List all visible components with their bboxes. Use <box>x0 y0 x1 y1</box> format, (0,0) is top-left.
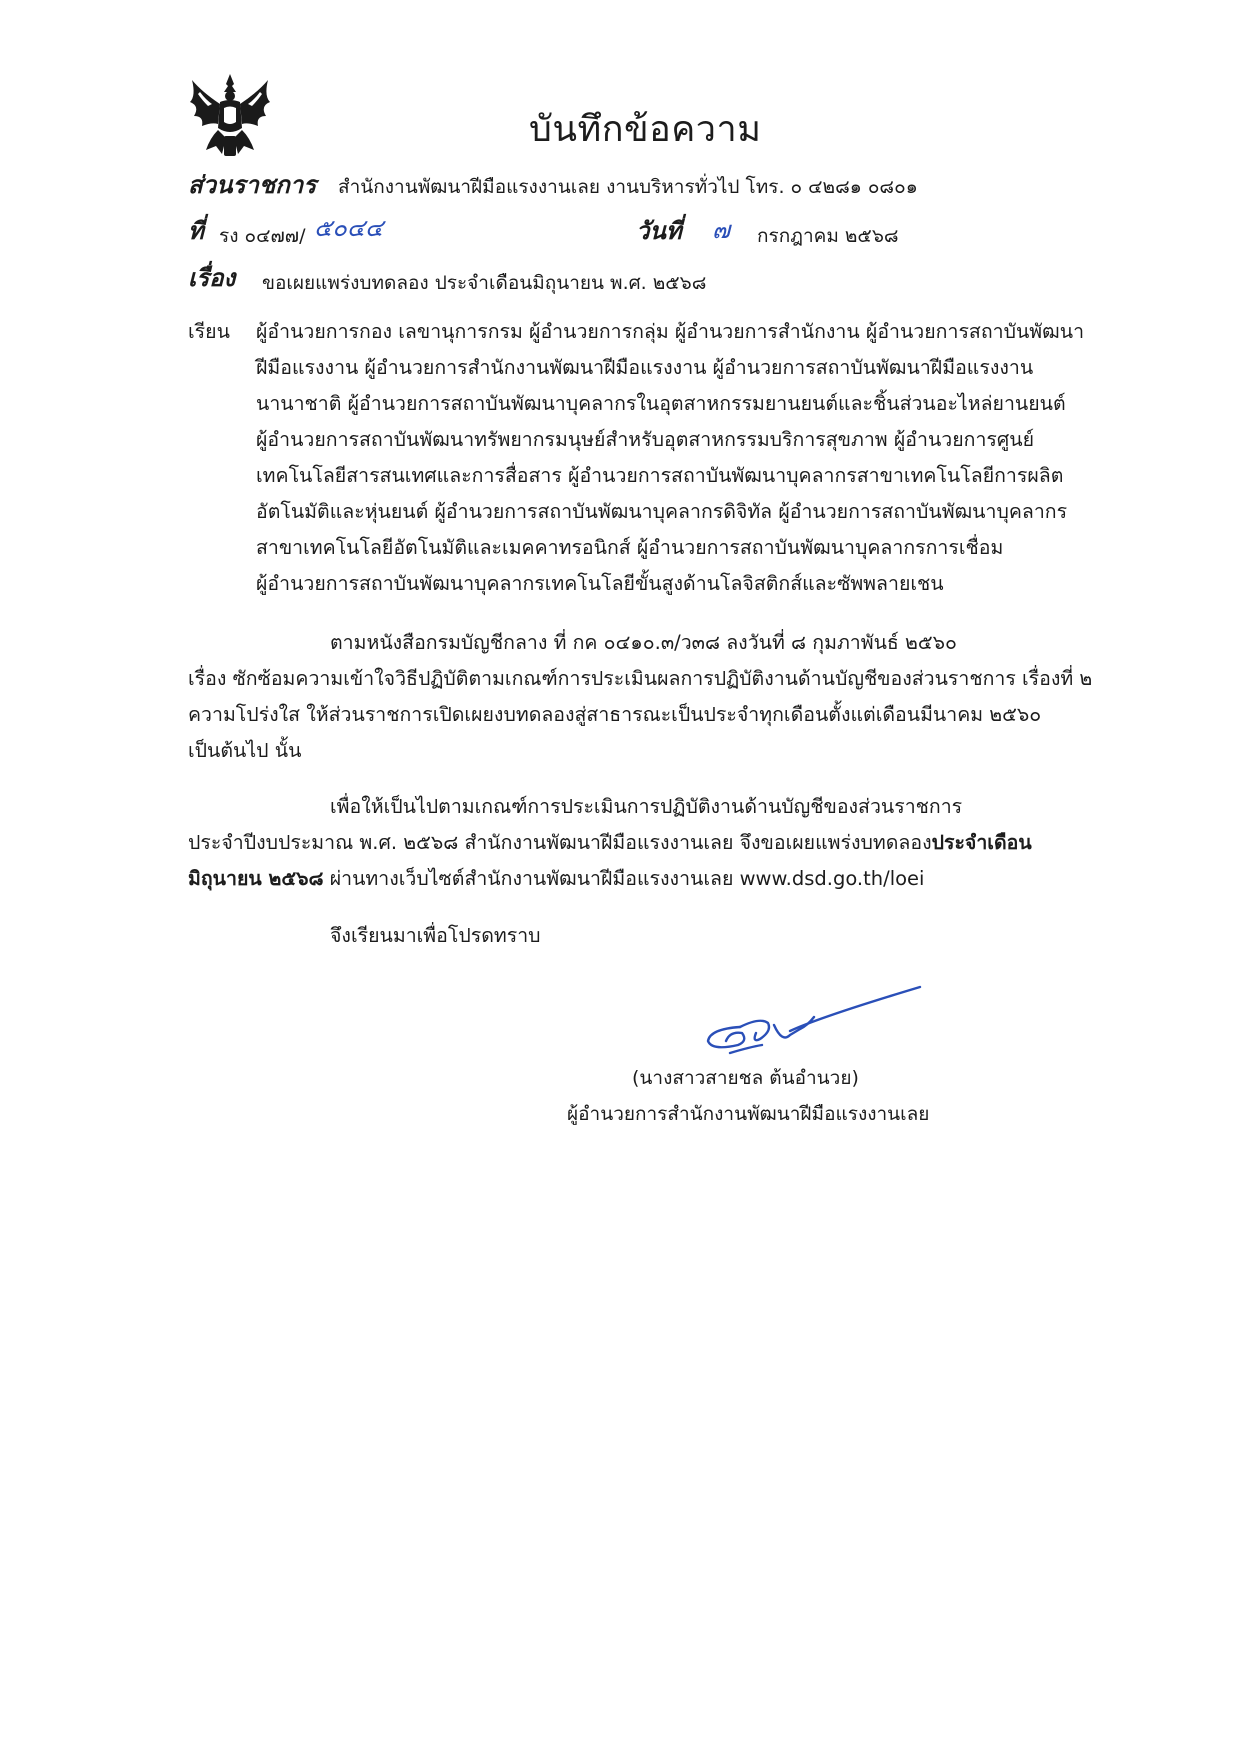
closing-text: จึงเรียนมาเพื่อโปรดทราบ <box>330 924 541 947</box>
paragraph1-line: ตามหนังสือกรมบัญชีกลาง ที่ กค ๐๔๑๐.๓/ว๓๘ ลงวันที่ ๘ กุมภาพันธ์ ๒๕๖๐ <box>330 631 957 654</box>
date-day-handwritten: ๗ <box>712 216 731 244</box>
paragraph1-line: เป็นต้นไป นั้น <box>188 739 302 762</box>
signatory-position: ผู้อำนวยการสำนักงานพัฒนาฝีมือแรงงานเลย <box>567 1103 930 1125</box>
paragraph1-line: เรื่อง ซักซ้อมความเข้าใจวิธีปฏิบัติตามเกณฑ์การประเมินผลการปฏิบัติงานด้านบัญชีของส่วนราชการ เรื่องที่ ๒ <box>188 667 1093 690</box>
ref-label: ที่ <box>188 217 204 245</box>
agency-text: สำนักงานพัฒนาฝีมือแรงงานเลย งานบริหารทั่วไป โทร. ๐ ๔๒๘๑ ๐๘๐๑ <box>338 176 918 198</box>
recipient-line: ผู้อำนวยการสถาบันพัฒนาทรัพยากรมนุษย์สำหรับอุตสาหกรรมบริการสุขภาพ ผู้อำนวยการศูนย์ <box>256 428 1035 451</box>
paragraph2-bold-text: มิถุนายน ๒๕๖๘ <box>188 867 324 890</box>
recipient-line: เทคโนโลยีสารสนเทศและการสื่อสาร ผู้อำนวยการสถาบันพัฒนาบุคลากรสาขาเทคโนโลยีการผลิต <box>256 464 1064 487</box>
recipient-line: ผู้อำนวยการสถาบันพัฒนาบุคลากรเทคโนโลยีขั้นสูงด้านโลจิสติกส์และซัพพลายเชน <box>256 572 944 595</box>
paragraph2-line <box>188 869 924 889</box>
recipient-line: ฝีมือแรงงาน ผู้อำนวยการสำนักงานพัฒนาฝีมือแรงงาน ผู้อำนวยการสถาบันพัฒนาฝีมือแรงงาน <box>256 356 1034 379</box>
recipient-label: เรียน <box>188 320 230 343</box>
subject-label: เรื่อง <box>188 264 236 292</box>
ref-number-handwritten: ๕๐๔๔ <box>314 214 384 242</box>
paragraph2-line: เพื่อให้เป็นไปตามเกณฑ์การประเมินการปฏิบัติงานด้านบัญชีของส่วนราชการ <box>330 795 963 818</box>
signature-icon <box>690 985 930 1065</box>
paragraph2-text: ประจำปีงบประมาณ พ.ศ. ๒๕๖๘ สำนักงานพัฒนาฝีมือแรงงานเลย จึงขอเผยแพร่งบทดลอง <box>188 831 932 854</box>
recipient-line: สาขาเทคโนโลยีอัตโนมัติและเมคคาทรอนิกส์ ผู้อำนวยการสถาบันพัฒนาบุคลากรการเชื่อม <box>256 536 1004 559</box>
recipient-line: ผู้อำนวยการกอง เลขานุการกรม ผู้อำนวยการกลุ่ม ผู้อำนวยการสำนักงาน ผู้อำนวยการสถาบันพัฒนา <box>256 320 1085 343</box>
date-label: วันที่ <box>636 217 682 245</box>
ref-text: รง ๐๔๗๗/ <box>219 225 306 247</box>
garuda-emblem-icon <box>188 72 272 158</box>
recipient-line: นานาชาติ ผู้อำนวยการสถาบันพัฒนาบุคลากรในอุตสาหกรรมยานยนต์และชิ้นส่วนอะไหล่ยานยนต์ <box>256 392 1066 415</box>
paragraph2-text: ผ่านทางเว็บไซต์สำนักงานพัฒนาฝีมือแรงงานเลย www.dsd.go.th/loei <box>323 867 925 890</box>
document-title: บันทึกข้อความ <box>529 109 762 150</box>
agency-label: ส่วนราชการ <box>188 171 317 199</box>
subject-text: ขอเผยแพร่งบทดลอง ประจำเดือนมิถุนายน พ.ศ. ๒๕๖๘ <box>262 272 707 294</box>
paragraph2-bold-text: ประจำเดือน <box>931 831 1032 854</box>
paragraph1-line: ความโปร่งใส ให้ส่วนราชการเปิดเผยงบทดลองสู่สาธารณะเป็นประจำทุกเดือนตั้งแต่เดือนมีนาคม ๒๕๖๐ <box>188 703 1042 726</box>
date-text: กรกฎาคม ๒๕๖๘ <box>757 225 899 247</box>
recipient-line: อัตโนมัติและหุ่นยนต์ ผู้อำนวยการสถาบันพัฒนาบุคลากรดิจิทัล ผู้อำนวยการสถาบันพัฒนาบุคลากร <box>256 500 1068 523</box>
signatory-name: (นางสาวสายชล ต้นอำนวย) <box>632 1067 859 1089</box>
paragraph2-line <box>188 833 1032 853</box>
